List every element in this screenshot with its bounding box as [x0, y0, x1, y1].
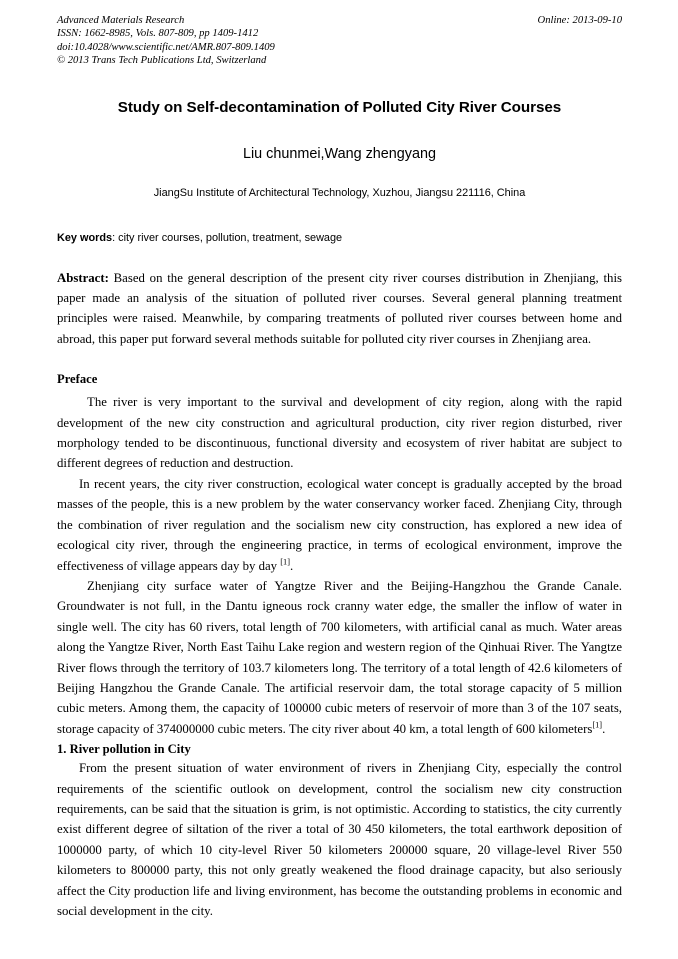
preface-paragraph-2-text: In recent years, the city river construction, ecological water concept is gradually accepted by the broad masses of the people, this is a new problem by the water conservancy worker faced. Zhenjiang City, through the combination of river regulation and the socialism new city construction, has explored a new idea of ecological city river, through the engineering practice, in terms of ecological environment, improve the effectiveness of village appears day by day: [57, 476, 622, 573]
preface-paragraph-2-tail: .: [290, 558, 294, 573]
preface-paragraph-1: The river is very important to the survival and development of city region, along with the rapid development of the new city construction and agricultural production, city river region disturbed, river morphology tended to be discontinuous, functional diversity and ecosystem of river habitat are subject to different degrees of reduction and destruction.: [57, 395, 622, 471]
keywords-separator: :: [112, 231, 119, 244]
preface-paragraph-2: [57, 474, 622, 576]
keywords-label: Key words: [57, 231, 113, 244]
doi-line: doi:10.4028/www.scientific.net/AMR.807-809.1409: [57, 41, 275, 53]
keywords-value: city river courses, pollution, treatment, sewage: [118, 231, 343, 244]
river-pollution-paragraph-1: From the present situation of water environment of rivers in Zhenjiang City, especially the control requirements of the scientific outlook on development, control the socialism new city construction requirements, can be said that the situation is grim, is not optimistic. According to statistics, the city currently exist different degree of siltation of the river a total of 30 450 kilometers, the total earthwork deposition of 1000000 party, of which 10 city-level River 50 kilometers 200000 square, 20 village-level River 550 kilometers to 800000 party, this not only greatly weakened the flood drainage capacity, but also seriously affect the City production life and living environment, has become the outstanding problems in economic and social development in the city.: [57, 761, 622, 918]
online-publication-date: Online: 2013-09-10: [537, 15, 622, 26]
section-heading-river-pollution: 1. River pollution in City: [57, 742, 191, 757]
issn-volume-pages: ISSN: 1662-8985, Vols. 807-809, pp 1409-1412: [57, 28, 259, 40]
keywords-line: [57, 231, 622, 246]
masthead-left-block: [57, 14, 477, 68]
preface-paragraph-3-tail: .: [602, 721, 606, 736]
abstract-label: Abstract:: [57, 270, 109, 285]
journal-name: Advanced Materials Research: [57, 15, 185, 26]
abstract-block: [57, 268, 622, 350]
copyright-line: © 2013 Trans Tech Publications Ltd, Switzerland: [57, 55, 267, 67]
paper-title: Study on Self-decontamination of Polluted City River Courses: [117, 98, 562, 116]
preface-paragraph-3-text: Zhenjiang city surface water of Yangtze River and the Beijing-Hangzhou the Grande Canale. Groundwater is not full, in the Dantu igneous rock cranny water edge, the smaller the inflow of water in single well. The city has 60 rivers, total length of 700 kilometers, with artificial canal as much. Water areas along the Yangtze River, North East Taihu Lake region and western region of the Qinhuai River. The Yangtze River flows through the territory of 103.7 kilometers long. The territory of a total length of 42.6 kilometers of Beijing Hangzhou the Grande Canale. The artificial reservoir dam, the total storage capacity of 5 million cubic meters. Among them, the capacity of 100000 cubic meters of reservoir of more than 3 of the 107 seats, storage capacity of 374000000 cubic meters. The city river about 40 km, a total length of 600 kilometers: [57, 578, 622, 736]
citation-marker-1: [1]: [280, 557, 291, 567]
citation-marker-2: [1]: [592, 720, 603, 730]
section-heading-preface: Preface: [57, 372, 98, 387]
preface-paragraph-3: [57, 576, 622, 739]
author-list: Liu chunmei,Wang zhengyang: [242, 145, 437, 162]
running-header: [57, 14, 622, 68]
abstract-text: Based on the general description of the present city river courses distribution in Zhenjiang, this paper made an analysis of the situation of polluted river courses. Several general planning treatment principles were raised. Meanwhile, by comparing treatments of polluted river courses between home and abroad, this paper put forward several methods suitable for polluted city river courses in Zhenjiang area.: [57, 270, 622, 346]
author-affiliation: JiangSu Institute of Architectural Technology, Xuzhou, Jiangsu 221116, China: [153, 186, 526, 199]
